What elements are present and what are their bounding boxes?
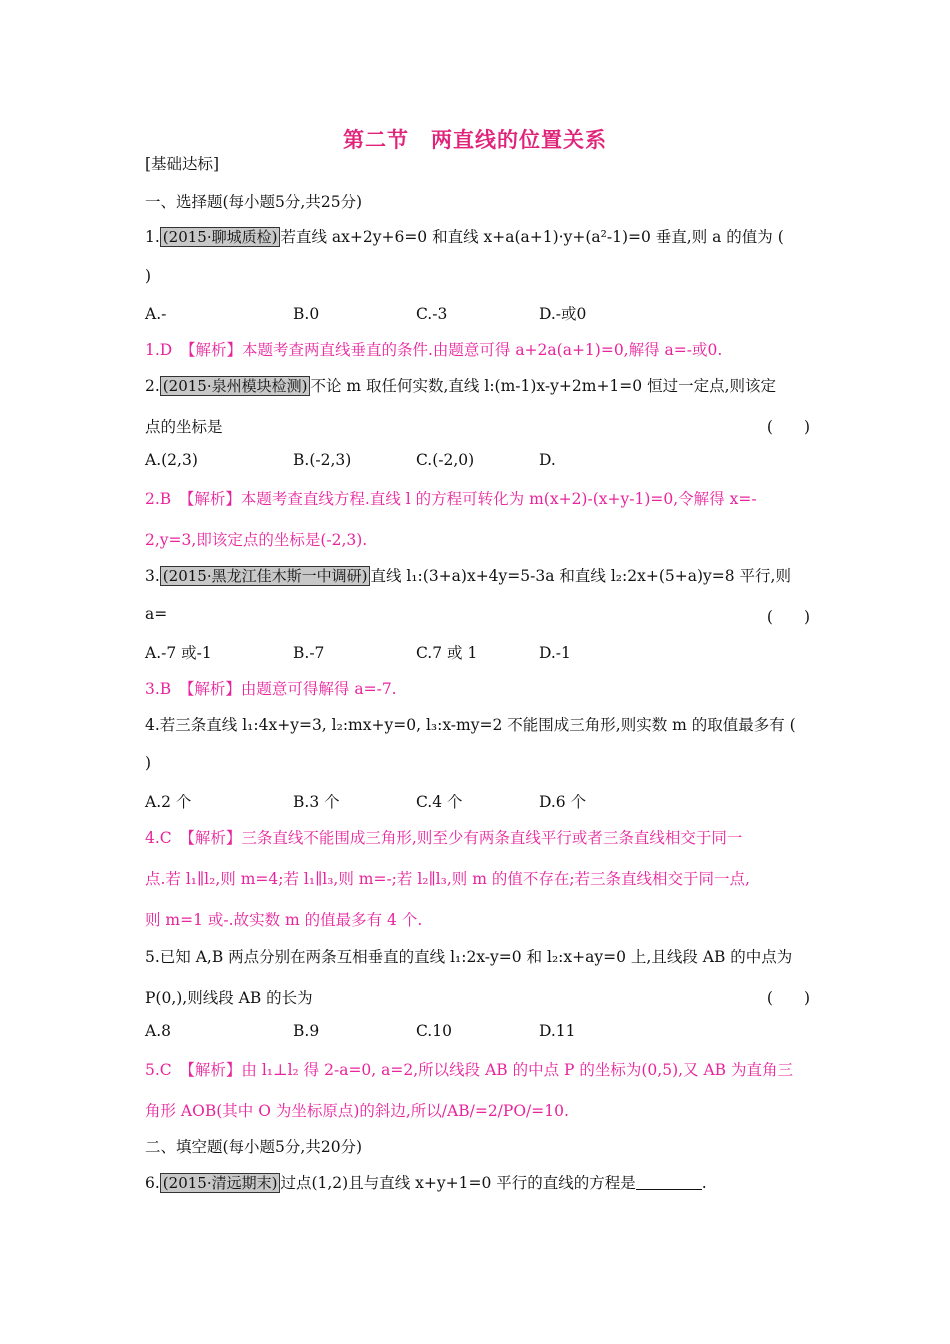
answer-paren: ( ): [766, 608, 810, 626]
option-c[interactable]: C.7 或 1: [416, 644, 478, 662]
answer-4-line3: 则 m=1 或-.故实数 m 的值最多有 4 个.: [145, 911, 423, 929]
option-a[interactable]: A.(2,3): [145, 451, 198, 469]
question-3-cont: a= ( ): [145, 605, 810, 626]
option-a[interactable]: A.-: [145, 305, 167, 323]
answer-5-line1: 5.C 【解析】由 l₁⊥l₂ 得 2-a=0, a=2,所以线段 AB 的中点 P 的坐标为(0,5),又 AB 为直角三: [145, 1061, 793, 1079]
part2-header: 二、填空题(每小题5分,共20分): [145, 1138, 363, 1156]
source-tag: (2015·清远期末): [160, 1173, 281, 1193]
answer-1: 1.D 【解析】本题考查两直线垂直的条件.由题意可得 a+2a(a+1)=0,解得 a=-或0.: [145, 341, 723, 359]
answer-5-line2: 角形 AOB(其中 O 为坐标原点)的斜边,所以/AB/=2/PO/=10.: [145, 1102, 569, 1120]
source-tag: (2015·泉州模块检测): [160, 376, 311, 396]
question-1-options: [145, 302, 810, 324]
question-2: 2. (2015·泉州模块检测) 不论 m 取任何实数,直线 l:(m-1)x-y+2m+1=0 恒过一定点,则该定: [145, 377, 776, 395]
question-1: 1. (2015·聊城质检) 若直线 ax+2y+6=0 和直线 x+a(a+1)·y+(a²-1)=0 垂直,则 a 的值为 (: [145, 228, 784, 246]
answer-paren: ( ): [766, 418, 810, 436]
answer-2-line1: 2.B 【解析】本题考查直线方程.直线 l 的方程可转化为 m(x+2)-(x+y-1)=0,令解得 x=-: [145, 490, 757, 508]
option-b[interactable]: B.3 个: [293, 793, 340, 811]
question-4-options: [145, 790, 810, 812]
question-5-options: [145, 1022, 810, 1040]
source-tag: (2015·黑龙江佳木斯一中调研): [160, 566, 371, 586]
option-c[interactable]: C.10: [416, 1022, 452, 1040]
question-4-cont: ): [145, 754, 152, 772]
answer-4-line1: 4.C 【解析】三条直线不能围成三角形,则至少有两条直线平行或者三条直线相交于同一: [145, 829, 743, 847]
question-3-options: [145, 641, 810, 663]
question-2-options: [145, 451, 810, 469]
option-a[interactable]: A.8: [145, 1022, 171, 1040]
option-c[interactable]: C.-3: [416, 305, 448, 323]
question-2-cont: 点的坐标是 ( ): [145, 415, 810, 437]
answer-paren: ( ): [766, 989, 810, 1007]
option-d[interactable]: D.-或0: [539, 305, 587, 323]
option-d[interactable]: D.-1: [539, 644, 571, 662]
question-5-cont: P(0,),则线段 AB 的长为 ( ): [145, 986, 810, 1008]
option-b[interactable]: B.9: [293, 1022, 320, 1040]
question-4: 4.若三条直线 l₁:4x+y=3, l₂:mx+y=0, l₃:x-my=2 不能围成三角形,则实数 m 的取值最多有 (: [145, 716, 796, 734]
answer-3: 3.B 【解析】由题意可得解得 a=-7.: [145, 680, 397, 698]
option-c[interactable]: C.(-2,0): [416, 451, 475, 469]
option-d[interactable]: D.6 个: [539, 793, 587, 811]
question-6: 6. (2015·清远期末) 过点(1,2)且与直线 x+y+1=0 平行的直线的方程是 .: [145, 1174, 707, 1192]
option-d[interactable]: D.: [539, 451, 556, 469]
answer-2-line2: 2,y=3,即该定点的坐标是(-2,3).: [145, 531, 368, 549]
question-1-cont: ): [145, 267, 152, 285]
option-a[interactable]: A.2 个: [145, 793, 192, 811]
option-a[interactable]: A.-7 或-1: [145, 644, 212, 662]
question-3: 3. (2015·黑龙江佳木斯一中调研) 直线 l₁:(3+a)x+4y=5-3a 和直线 l₂:2x+(5+a)y=8 平行,则: [145, 567, 791, 585]
section-label: [基础达标]: [145, 155, 220, 173]
option-b[interactable]: B.0: [293, 305, 320, 323]
answer-blank[interactable]: [636, 1175, 702, 1190]
option-b[interactable]: B.-7: [293, 644, 325, 662]
option-c[interactable]: C.4 个: [416, 793, 463, 811]
page-title: 第二节 两直线的位置关系: [343, 128, 607, 152]
part1-header: 一、选择题(每小题5分,共25分): [145, 193, 363, 211]
answer-4-line2: 点.若 l₁∥l₂,则 m=4;若 l₁∥l₃,则 m=-;若 l₂∥l₃,则 m 的值不存在;若三条直线相交于同一点,: [145, 870, 750, 888]
option-b[interactable]: B.(-2,3): [293, 451, 352, 469]
question-5: 5.已知 A,B 两点分别在两条互相垂直的直线 l₁:2x-y=0 和 l₂:x+ay=0 上,且线段 AB 的中点为: [145, 948, 793, 966]
option-d[interactable]: D.11: [539, 1022, 576, 1040]
source-tag: (2015·聊城质检): [160, 227, 281, 247]
